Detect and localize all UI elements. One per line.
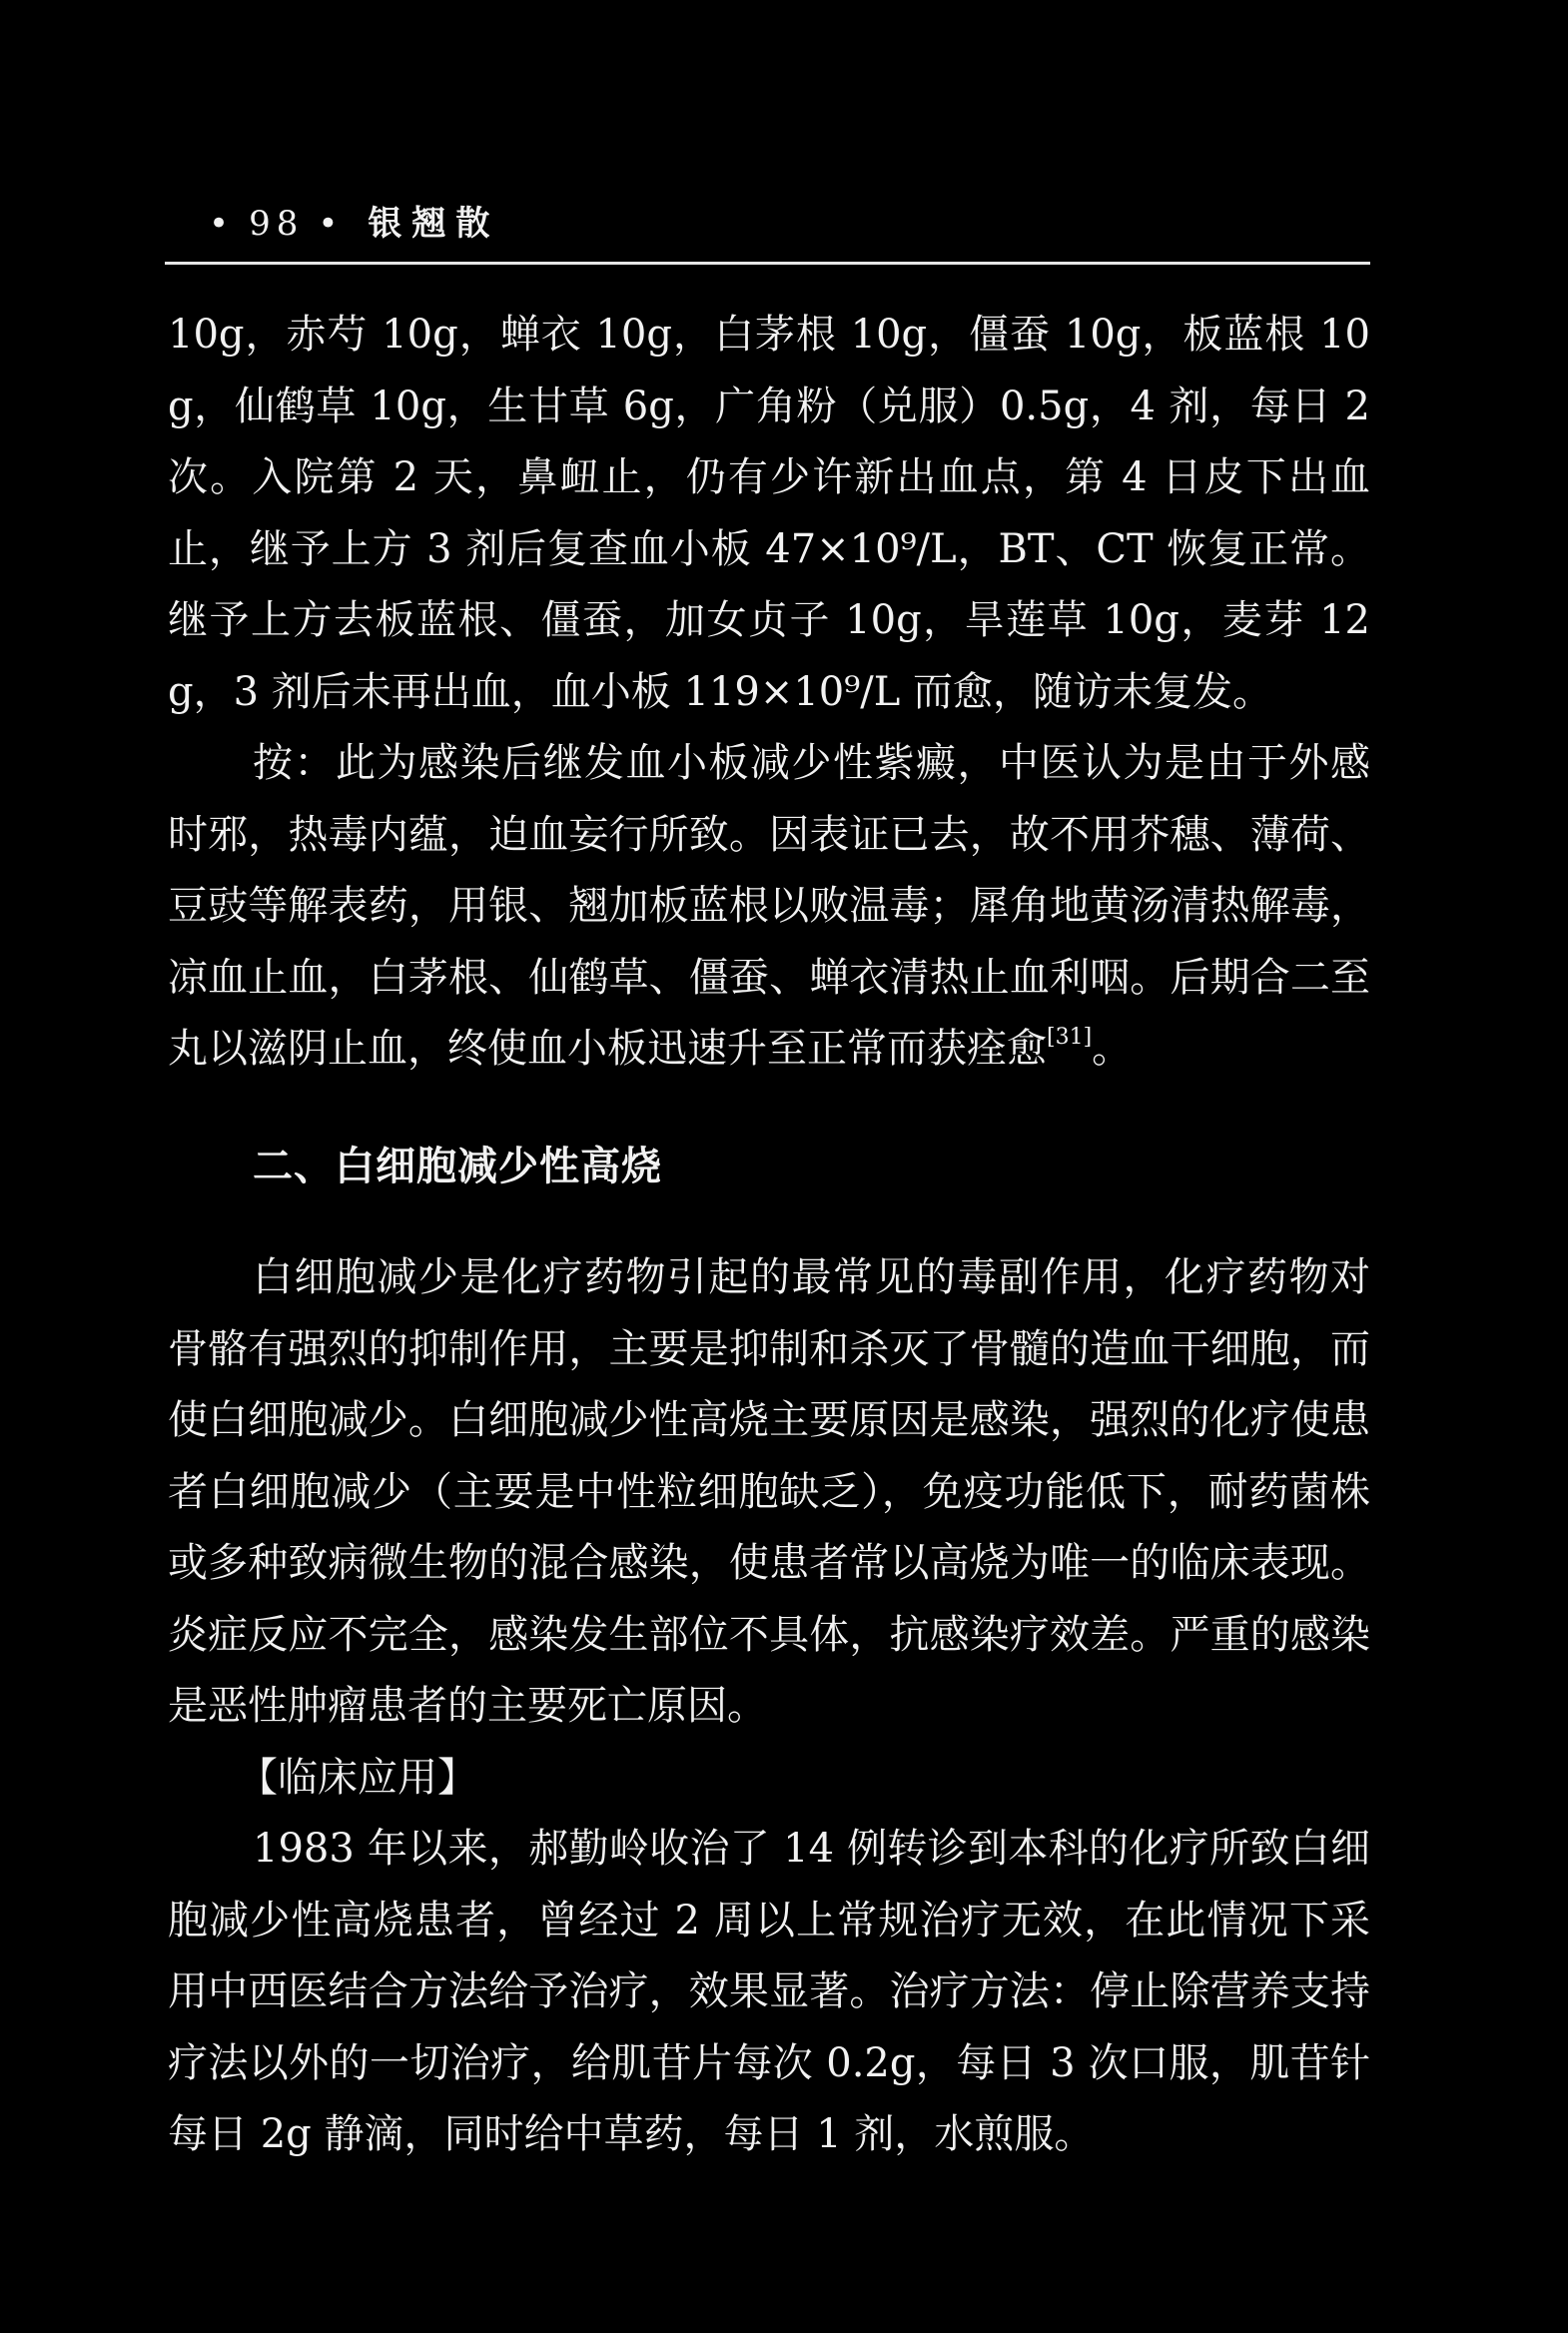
header-bullet-right: •: [318, 204, 345, 244]
page-body: [168, 300, 1370, 2171]
book-title: 银翘散: [368, 204, 500, 244]
paragraph-commentary: [168, 728, 1370, 1086]
running-header: [195, 196, 499, 245]
header-bullet-left: •: [209, 204, 236, 244]
paragraph-case-continuation: 10g，赤芍 10g，蝉衣 10g，白茅根 10g，僵蚕 10g，板蓝根 10g，仙鹤草 10g，生甘草 6g，广角粉（兑服）0.5g，4 剂，每日 2 次。入院第 2 天，鼻衄止，仍有少许新出血点，第 4 日皮下出血止，继予上方 3 剂后复查血小板 47×10⁹/L，BT、CT 恢复正常。继予上方去板蓝根、僵蚕，加女贞子 10g，旱莲草 10g，麦芽 12g，3 剂后未再出血，血小板 119×10⁹/L 而愈，随访未复发。: [168, 312, 1370, 715]
subheading-clinical-application: 【临床应用】: [238, 1754, 477, 1801]
paragraph-leukopenia-intro: 白细胞减少是化疗药物引起的最常见的毒副作用，化疗药物对骨骼有强烈的抑制作用，主要是抑制和杀灭了骨髓的造血干细胞，而使白细胞减少。白细胞减少性高烧主要原因是感染，强烈的化疗使患者白细胞减少（主要是中性粒细胞缺乏），免疫功能低下，耐药菌株或多种致病微生物的混合感染，使患者常以高烧为唯一的临床表现。炎症反应不完全，感染发生部位不具体，抗感染疗效差。严重的感染是恶性肿瘤患者的主要死亡原因。: [168, 1254, 1370, 1729]
paragraph-clinical-application: 1983 年以来，郝勤岭收治了 14 例转诊到本科的化疗所致白细胞减少性高烧患者，曾经过 2 周以上常规治疗无效，在此情况下采用中西医结合方法给予治疗，效果显著。治疗方法：停止除营养支持疗法以外的一切治疗，给肌苷片每次 0.2g，每日 3 次口服，肌苷针每日 2g 静滴，同时给中草药，每日 1 剂，水煎服。: [168, 1826, 1370, 2157]
page-number: 98: [249, 204, 305, 244]
section-heading: 二、白细胞减少性高烧: [253, 1143, 662, 1189]
citation-ref: [31]: [1047, 1025, 1093, 1050]
header-rule: [165, 262, 1370, 265]
commentary-end: 。: [1092, 1026, 1133, 1072]
commentary-text: 按：此为感染后继发血小板减少性紫癜，中医认为是由于外感时邪，热毒内蕴，迫血妄行所致。因表证已去，故不用芥穗、薄荷、豆豉等解表药，用银、翘加板蓝根以败温毒；犀角地黄汤清热解毒，凉血止血，白茅根、仙鹤草、僵蚕、蝉衣清热止血利咽。后期合二至丸以滋阴止血，终使血小板迅速升至正常而获痊愈: [168, 740, 1370, 1072]
